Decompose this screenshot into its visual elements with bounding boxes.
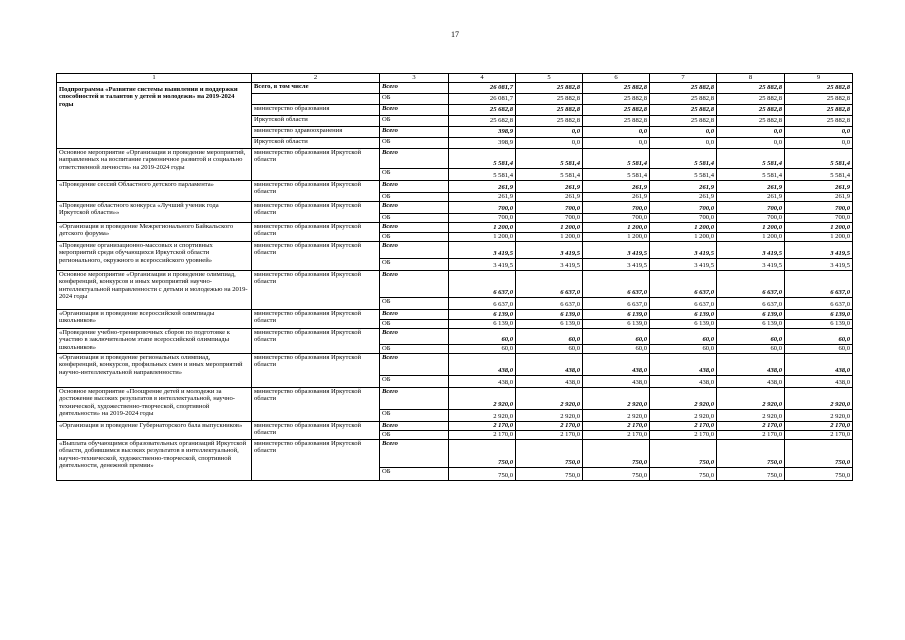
value-cell: 1 200,0 <box>583 232 650 241</box>
value-cell: 25 882,8 <box>650 93 717 104</box>
value-cell: 25 882,8 <box>717 104 785 115</box>
value-cell: 750,0 <box>449 439 516 467</box>
value-cell: 438,0 <box>785 375 853 387</box>
funding-type: ОБ <box>380 137 449 148</box>
value-cell: 5 581,4 <box>583 148 650 168</box>
value-cell: 1 200,0 <box>516 222 583 232</box>
value-cell: 261,9 <box>717 192 785 201</box>
value-cell: 261,9 <box>516 180 583 192</box>
value-cell: 2 920,0 <box>717 387 785 409</box>
value-cell: 6 637,0 <box>583 270 650 297</box>
value-cell: 261,9 <box>650 192 717 201</box>
funding-type: Всего <box>380 148 449 168</box>
value-cell: 438,0 <box>583 353 650 375</box>
value-cell: 25 882,8 <box>516 104 583 115</box>
measure-name: «Проведение областного конкурса «Лучший ученик года Иркутской области»» <box>57 201 252 222</box>
table-row <box>57 180 853 192</box>
value-cell: 25 882,8 <box>717 82 785 93</box>
value-cell: 438,0 <box>516 375 583 387</box>
value-cell: 3 419,5 <box>717 241 785 258</box>
value-cell: 700,0 <box>516 213 583 222</box>
value-cell: 438,0 <box>650 353 717 375</box>
value-cell: 700,0 <box>516 201 583 213</box>
value-cell: 3 419,5 <box>516 258 583 270</box>
value-cell: 438,0 <box>449 353 516 375</box>
funding-type: Всего <box>380 104 449 115</box>
value-cell: 25 882,8 <box>583 93 650 104</box>
value-cell: 6 637,0 <box>449 270 516 297</box>
value-cell: 2 920,0 <box>650 409 717 421</box>
value-cell: 261,9 <box>650 180 717 192</box>
value-cell: 25 882,8 <box>785 82 853 93</box>
column-number: 9 <box>785 74 853 83</box>
executor-cell: министерство образования Иркутской области <box>252 222 380 241</box>
value-cell: 438,0 <box>717 353 785 375</box>
value-cell: 6 139,0 <box>449 319 516 328</box>
value-cell: 2 170,0 <box>516 430 583 439</box>
measure-name: «Организация и проведение всероссийской олимпиады школьников» <box>57 309 252 328</box>
funding-type: ОБ <box>380 93 449 104</box>
value-cell: 5 581,4 <box>717 168 785 180</box>
funding-type: ОБ <box>380 467 449 480</box>
measure-name: «Организация и проведение Межрегионального Байкальского детского форума» <box>57 222 252 241</box>
value-cell: 261,9 <box>785 180 853 192</box>
value-cell: 700,0 <box>717 201 785 213</box>
value-cell: 5 581,4 <box>449 148 516 168</box>
value-cell: 2 920,0 <box>583 409 650 421</box>
value-cell: 3 419,5 <box>516 241 583 258</box>
value-cell: 750,0 <box>583 439 650 467</box>
value-cell: 750,0 <box>785 467 853 480</box>
value-cell: 60,0 <box>449 328 516 344</box>
value-cell: 750,0 <box>717 439 785 467</box>
value-cell: 750,0 <box>785 439 853 467</box>
value-cell: 25 882,8 <box>583 104 650 115</box>
value-cell: 25 882,8 <box>516 93 583 104</box>
page-number: 17 <box>451 30 459 39</box>
value-cell: 5 581,4 <box>516 168 583 180</box>
value-cell: 25 882,8 <box>650 82 717 93</box>
measure-name: «Выплата обучающимся образовательных организаций Иркутской области, добившимся высоких результатов в интеллектуальной, научно-технической, художественно-творческой, спортивной деятельности, денежной премии» <box>57 439 252 480</box>
measure-name: «Проведение организационно-массовых и спортивных мероприятий среди обучающихся Иркутской области регионального, окружного и всероссийского уровней» <box>57 241 252 270</box>
column-numbers-row <box>57 74 853 83</box>
executor-cell: министерство образования Иркутской области <box>252 148 380 180</box>
value-cell: 5 581,4 <box>449 168 516 180</box>
value-cell: 750,0 <box>516 467 583 480</box>
value-cell: 1 200,0 <box>449 232 516 241</box>
funding-type: Всего <box>380 421 449 430</box>
value-cell: 1 200,0 <box>650 232 717 241</box>
value-cell: 750,0 <box>650 467 717 480</box>
value-cell: 6 139,0 <box>516 319 583 328</box>
executor-cell: министерство образования Иркутской области <box>252 270 380 309</box>
executor-cell: министерство образования Иркутской области <box>252 328 380 353</box>
value-cell: 60,0 <box>583 344 650 353</box>
value-cell: 750,0 <box>449 467 516 480</box>
value-cell: 60,0 <box>516 328 583 344</box>
table-row <box>57 421 853 430</box>
value-cell: 25 882,8 <box>650 115 717 126</box>
funding-type: ОБ <box>380 344 449 353</box>
value-cell: 700,0 <box>650 213 717 222</box>
column-number: 5 <box>516 74 583 83</box>
value-cell: 60,0 <box>449 344 516 353</box>
executor-cell: министерство образования Иркутской области <box>252 241 380 270</box>
value-cell: 2 920,0 <box>717 409 785 421</box>
funding-type: Всего <box>380 222 449 232</box>
value-cell: 1 200,0 <box>785 232 853 241</box>
value-cell: 1 200,0 <box>650 222 717 232</box>
executor-cell: министерство образования Иркутской области <box>252 353 380 387</box>
value-cell: 60,0 <box>583 328 650 344</box>
value-cell: 2 170,0 <box>583 421 650 430</box>
value-cell: 1 200,0 <box>583 222 650 232</box>
value-cell: 438,0 <box>449 375 516 387</box>
value-cell: 6 637,0 <box>516 270 583 297</box>
executor-cell: министерство здравоохранения <box>252 126 380 137</box>
value-cell: 3 419,5 <box>785 241 853 258</box>
value-cell: 438,0 <box>516 353 583 375</box>
funding-type: Всего <box>380 439 449 467</box>
value-cell: 750,0 <box>516 439 583 467</box>
value-cell: 6 139,0 <box>717 309 785 319</box>
value-cell: 25 882,8 <box>717 93 785 104</box>
value-cell: 0,0 <box>516 137 583 148</box>
funding-type: Всего <box>380 270 449 297</box>
value-cell: 6 637,0 <box>583 297 650 309</box>
value-cell: 25 882,8 <box>516 115 583 126</box>
value-cell: 60,0 <box>785 344 853 353</box>
value-cell: 25 882,8 <box>717 115 785 126</box>
value-cell: 0,0 <box>785 126 853 137</box>
value-cell: 1 200,0 <box>449 222 516 232</box>
value-cell: 6 139,0 <box>785 309 853 319</box>
value-cell: 6 139,0 <box>650 319 717 328</box>
executor-cell: министерство образования Иркутской области <box>252 201 380 222</box>
funding-type: ОБ <box>380 409 449 421</box>
value-cell: 261,9 <box>516 192 583 201</box>
value-cell: 3 419,5 <box>650 258 717 270</box>
value-cell: 0,0 <box>583 137 650 148</box>
funding-type: Всего <box>380 201 449 213</box>
funding-type: Всего <box>380 309 449 319</box>
funding-type: Всего <box>380 82 449 93</box>
value-cell: 25 882,8 <box>650 104 717 115</box>
value-cell: 398,9 <box>449 126 516 137</box>
executor-cell: Иркутской области <box>252 115 380 126</box>
funding-type: Всего <box>380 353 449 375</box>
value-cell: 6 139,0 <box>516 309 583 319</box>
funding-type: Всего <box>380 241 449 258</box>
executor-cell: министерство образования Иркутской области <box>252 387 380 421</box>
executor-cell: министерство образования Иркутской области <box>252 180 380 201</box>
value-cell: 5 581,4 <box>717 148 785 168</box>
value-cell: 2 170,0 <box>650 421 717 430</box>
executor-cell: Всего, в том числе <box>252 82 380 93</box>
funding-type: ОБ <box>380 258 449 270</box>
value-cell: 2 920,0 <box>449 409 516 421</box>
value-cell: 438,0 <box>717 375 785 387</box>
value-cell: 700,0 <box>785 213 853 222</box>
value-cell: 25 882,8 <box>583 82 650 93</box>
measure-name: «Проведение учебно-тренировочных сборов по подготовке к участию в заключительном этапе всероссийской олимпиады школьников» <box>57 328 252 353</box>
value-cell: 261,9 <box>449 192 516 201</box>
value-cell: 1 200,0 <box>717 232 785 241</box>
value-cell: 60,0 <box>717 344 785 353</box>
column-number: 3 <box>380 74 449 83</box>
value-cell: 2 920,0 <box>785 387 853 409</box>
subprogram-name: Подпрограмма «Развитие системы выявления и поддержки способностей и талантов у детей и молодежи» на 2019-2024 годы <box>57 82 252 148</box>
value-cell: 2 170,0 <box>717 421 785 430</box>
value-cell: 6 139,0 <box>785 319 853 328</box>
value-cell: 60,0 <box>516 344 583 353</box>
value-cell: 25 882,8 <box>583 115 650 126</box>
value-cell: 25 682,8 <box>449 115 516 126</box>
table-row <box>57 82 853 93</box>
budget-table-body <box>57 74 853 481</box>
value-cell: 26 081,7 <box>449 93 516 104</box>
value-cell: 6 637,0 <box>717 270 785 297</box>
value-cell: 6 637,0 <box>650 297 717 309</box>
value-cell: 261,9 <box>449 180 516 192</box>
measure-name: «Организация и проведение Губернаторского бала выпускников» <box>57 421 252 439</box>
value-cell: 3 419,5 <box>449 241 516 258</box>
value-cell: 2 920,0 <box>785 409 853 421</box>
measure-name: Основное мероприятие «Поощрение детей и молодежи за достижение высоких результатов в интеллектуальной, научно-технической, художественно-творческой, спортивной деятельности» на 2019-2024 годы <box>57 387 252 421</box>
budget-table <box>56 73 853 481</box>
value-cell: 0,0 <box>717 126 785 137</box>
column-number: 2 <box>252 74 380 83</box>
value-cell: 398,9 <box>449 137 516 148</box>
value-cell: 750,0 <box>650 439 717 467</box>
column-number: 8 <box>717 74 785 83</box>
value-cell: 0,0 <box>650 126 717 137</box>
value-cell: 700,0 <box>583 201 650 213</box>
funding-type: ОБ <box>380 375 449 387</box>
value-cell: 2 920,0 <box>449 387 516 409</box>
value-cell: 700,0 <box>583 213 650 222</box>
executor-cell: министерство образования Иркутской области <box>252 421 380 439</box>
value-cell: 60,0 <box>717 328 785 344</box>
funding-type: ОБ <box>380 430 449 439</box>
value-cell: 2 920,0 <box>516 409 583 421</box>
value-cell: 5 581,4 <box>650 148 717 168</box>
value-cell: 3 419,5 <box>650 241 717 258</box>
funding-type: ОБ <box>380 213 449 222</box>
value-cell: 25 882,8 <box>785 115 853 126</box>
value-cell: 5 581,4 <box>516 148 583 168</box>
value-cell: 60,0 <box>650 344 717 353</box>
value-cell: 438,0 <box>785 353 853 375</box>
value-cell: 6 637,0 <box>650 270 717 297</box>
measure-name: Основное мероприятие «Организация и проведение мероприятий, направленных на воспитание гармоничное развитой и социально ответственной личности» на 2019-2024 годы <box>57 148 252 180</box>
value-cell: 700,0 <box>717 213 785 222</box>
value-cell: 25 882,8 <box>785 93 853 104</box>
funding-type: ОБ <box>380 115 449 126</box>
value-cell: 5 581,4 <box>650 168 717 180</box>
column-number: 4 <box>449 74 516 83</box>
value-cell: 2 920,0 <box>650 387 717 409</box>
table-row <box>57 439 853 467</box>
value-cell: 261,9 <box>785 192 853 201</box>
value-cell: 60,0 <box>785 328 853 344</box>
value-cell: 6 139,0 <box>583 319 650 328</box>
measure-name: «Проведение сессий Областного детского парламента» <box>57 180 252 201</box>
table-row <box>57 201 853 213</box>
executor-cell <box>252 93 380 104</box>
column-number: 6 <box>583 74 650 83</box>
value-cell: 2 170,0 <box>583 430 650 439</box>
executor-cell: министерство образования Иркутской области <box>252 439 380 480</box>
table-row <box>57 309 853 319</box>
value-cell: 5 581,4 <box>785 148 853 168</box>
measure-name: Основное мероприятие «Организация и проведение олимпиад, конференций, конкурсов и иных мероприятий научно-интеллектуальной направленности с детьми и молодежью на 2019-2024 годы <box>57 270 252 309</box>
funding-type: ОБ <box>380 232 449 241</box>
value-cell: 3 419,5 <box>449 258 516 270</box>
value-cell: 25 882,8 <box>785 104 853 115</box>
value-cell: 6 139,0 <box>583 309 650 319</box>
value-cell: 25 882,8 <box>516 82 583 93</box>
value-cell: 750,0 <box>583 467 650 480</box>
value-cell: 25 682,8 <box>449 104 516 115</box>
value-cell: 2 170,0 <box>717 430 785 439</box>
value-cell: 5 581,4 <box>583 168 650 180</box>
value-cell: 261,9 <box>583 180 650 192</box>
value-cell: 3 419,5 <box>717 258 785 270</box>
value-cell: 0,0 <box>583 126 650 137</box>
executor-cell: министерство образования <box>252 104 380 115</box>
value-cell: 700,0 <box>650 201 717 213</box>
value-cell: 3 419,5 <box>583 258 650 270</box>
funding-type: Всего <box>380 387 449 409</box>
table-row <box>57 148 853 168</box>
value-cell: 0,0 <box>650 137 717 148</box>
value-cell: 6 637,0 <box>449 297 516 309</box>
funding-type: ОБ <box>380 319 449 328</box>
value-cell: 2 170,0 <box>650 430 717 439</box>
value-cell: 2 920,0 <box>583 387 650 409</box>
value-cell: 6 637,0 <box>516 297 583 309</box>
value-cell: 6 637,0 <box>785 270 853 297</box>
executor-cell: министерство образования Иркутской области <box>252 309 380 328</box>
table-row <box>57 328 853 344</box>
measure-name: «Организация и проведение региональных олимпиад, конференций, конкурсов, профильных смен и иных мероприятий научно-интеллектуальной направленности» <box>57 353 252 387</box>
value-cell: 1 200,0 <box>717 222 785 232</box>
value-cell: 6 139,0 <box>717 319 785 328</box>
table-row <box>57 241 853 258</box>
funding-type: Всего <box>380 328 449 344</box>
funding-type: Всего <box>380 126 449 137</box>
table-row <box>57 353 853 375</box>
value-cell: 26 081,7 <box>449 82 516 93</box>
value-cell: 1 200,0 <box>516 232 583 241</box>
value-cell: 700,0 <box>449 201 516 213</box>
executor-cell: Иркутской области <box>252 137 380 148</box>
value-cell: 0,0 <box>717 137 785 148</box>
value-cell: 2 170,0 <box>516 421 583 430</box>
value-cell: 2 170,0 <box>449 421 516 430</box>
value-cell: 2 920,0 <box>516 387 583 409</box>
table-row <box>57 387 853 409</box>
value-cell: 6 139,0 <box>650 309 717 319</box>
funding-type: ОБ <box>380 192 449 201</box>
value-cell: 0,0 <box>785 137 853 148</box>
value-cell: 2 170,0 <box>785 430 853 439</box>
value-cell: 1 200,0 <box>785 222 853 232</box>
funding-type: Всего <box>380 180 449 192</box>
value-cell: 261,9 <box>717 180 785 192</box>
value-cell: 60,0 <box>650 328 717 344</box>
value-cell: 700,0 <box>785 201 853 213</box>
funding-type: ОБ <box>380 297 449 309</box>
value-cell: 5 581,4 <box>785 168 853 180</box>
value-cell: 0,0 <box>516 126 583 137</box>
value-cell: 438,0 <box>583 375 650 387</box>
value-cell: 261,9 <box>583 192 650 201</box>
column-number: 1 <box>57 74 252 83</box>
value-cell: 6 139,0 <box>449 309 516 319</box>
table-row <box>57 270 853 297</box>
table-row <box>57 222 853 232</box>
value-cell: 6 637,0 <box>785 297 853 309</box>
value-cell: 3 419,5 <box>583 241 650 258</box>
value-cell: 2 170,0 <box>449 430 516 439</box>
value-cell: 2 170,0 <box>785 421 853 430</box>
value-cell: 700,0 <box>449 213 516 222</box>
value-cell: 3 419,5 <box>785 258 853 270</box>
funding-type: ОБ <box>380 168 449 180</box>
value-cell: 6 637,0 <box>717 297 785 309</box>
column-number: 7 <box>650 74 717 83</box>
value-cell: 750,0 <box>717 467 785 480</box>
value-cell: 438,0 <box>650 375 717 387</box>
